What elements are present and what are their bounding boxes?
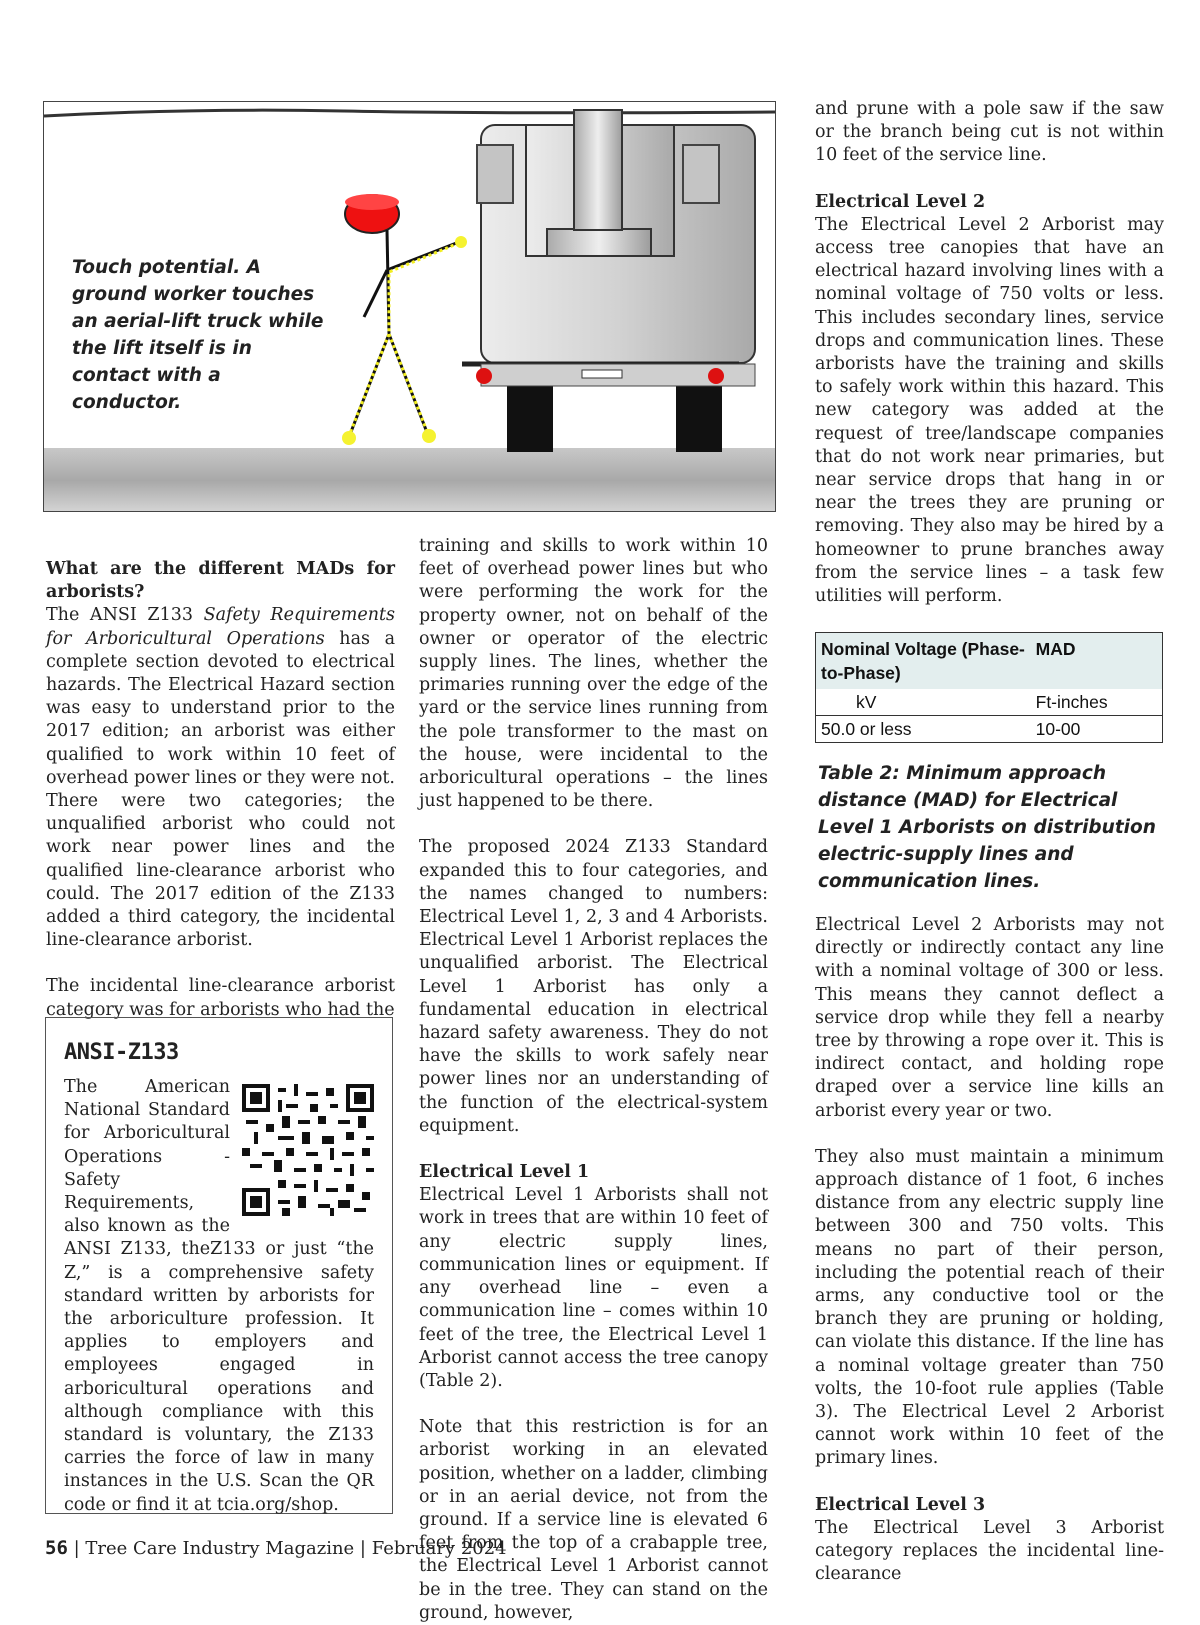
truck-wheel-right (676, 382, 722, 452)
paragraph: The incidental line-clearance arborist category was for arborists who had the (46, 976, 395, 1020)
unit-ft-inches: Ft-inches (1031, 689, 1163, 716)
power-line (44, 110, 776, 116)
truck-window-right (683, 145, 719, 203)
column-2 (419, 535, 768, 1625)
tail-light-left (476, 368, 492, 384)
paragraph: They also must maintain a minimum approach distance of 1 foot, 6 inches distance from any electric supply line between 300 and 750 volts. This means no part of their person, including the potential reach of their arms, any conductive tool or the branch they are pruning or holding, can violate this distance. If the line has a nominal voltage greater than 750 volts, the 10-foot rule applies (Table 3). The Electrical Level 2 Arborist cannot work within 10 feet of the primary lines. (815, 1146, 1164, 1469)
tail-light-right (708, 368, 724, 384)
boom-base (547, 229, 651, 256)
section-heading-level-2: Electrical Level 2 (815, 191, 986, 212)
current-path (342, 236, 467, 445)
section-heading-level-1: Electrical Level 1 (419, 1162, 590, 1183)
table-header-row (816, 633, 1163, 690)
cell-voltage: 50.0 or less (816, 716, 1031, 743)
paragraph: training and skills to work within 10 feet of overhead power lines but who were performing the work for the property owner, not on behalf of the owner or operator of the electric supply lines. The lines, whether the primaries running over the edge of the yard or the service lines running from the pole transformer to the mast on the house, were incidental to the arboricultural operations – the lines just happened to be there. (419, 536, 768, 812)
footer-text: | Tree Care Industry Magazine | February 2024 (67, 1538, 507, 1559)
sidebar-text: The American National Standard for Arboricultural Operations - Safety Requirements, also known as the ANSI Z133, theZ133 or just “the Z,” is a comprehensive safety standard written by arborists for the arboriculture profession. It applies to employers and employees engaged in arboricultural operations and although compliance with this standard is voluntary, the Z133 carries the force of law in many instances in the U.S. Scan the QR code or find it at tcia.org/shop. (64, 1077, 374, 1515)
sidebar-title: ANSI-Z133 (64, 1040, 179, 1065)
table-row (816, 716, 1163, 743)
cell-mad: 10-00 (1031, 716, 1163, 743)
paragraph: The ANSI Z133 Safety Requirements for Arboricultural Operations has a complete section devoted to electrical hazards. The Electrical Hazard section was easy to understand prior to the 2017 edition; an arborist was either qualified to work within 10 feet of overhead power lines or they were not. There were two categories; the unqualified arborist who could not work near power lines and the qualified line-clearance arborist who could. The 2017 edition of the Z133 added a third category, the incidental line-clearance arborist. (46, 605, 396, 951)
paragraph: Electrical Level 1 Arborists shall not work in trees that are within 10 feet of any electric supply lines, communication lines or equipment. If any overhead line – even a communication line – comes within 10 feet of the tree, the Electrical Level 1 Arborist cannot access the tree canopy (Table 2). (419, 1185, 768, 1391)
page-number: 56 (45, 1537, 68, 1559)
mad-table (815, 632, 1163, 743)
ground (44, 448, 776, 512)
aerial-boom (574, 110, 622, 230)
paragraph: and prune with a pole saw if the saw or the branch being cut is not within 10 feet of the service line. (815, 99, 1164, 166)
paragraph: The Electrical Level 2 Arborist may access tree canopies that have an electrical hazard involving lines with a nominal voltage of 750 volts or less. This includes secondary lines, service drops and communication lines. These arborists have the training and skills to safely work within this hazard. This new category was added at the request of tree/landscape companies that do not work near primaries, but near service drops that hang in or near the trees they are pruning or removing. They also may be hired by a homeowner to prune branches away from the service lines – a task few utilities will perform. (815, 214, 1164, 607)
paragraph: The proposed 2024 Z133 Standard expanded this to four categories, and the names changed to numbers: Electrical Level 1, 2, 3 and 4 Arborists. Electrical Level 1 Arborist replaces the unqualified arborist. The Electrical Level 1 Arborist has only a fundamental education in electrical hazard safety awareness. They do not have the skills to work safely near power lines nor an understanding of the function of the electrical-system equipment. (419, 837, 768, 1136)
illustration-caption: Touch potential. A ground worker touches an aerial-lift truck while the lift itself is in contact with a conductor. (72, 257, 324, 413)
truck-window-left (477, 145, 513, 203)
ground-worker (345, 194, 459, 437)
section-heading-level-3: Electrical Level 3 (815, 1494, 986, 1515)
column-3-top (815, 98, 1164, 608)
qr-code[interactable] (242, 1084, 374, 1216)
header-nominal-voltage: Nominal Voltage (Phase-to-Phase) (816, 633, 1031, 690)
table-caption: Table 2: Minimum approach distance (MAD) for Electrical Level 1 Arborists on distribution electric-supply lines and communication lines. (818, 763, 1156, 892)
ansi-z133-sidebar (45, 1017, 393, 1514)
touch-potential-illustration (43, 101, 776, 512)
sidebar-body (64, 1076, 374, 1517)
paragraph: Note that this restriction is for an arborist working in an elevated position, whether on a ladder, climbing or in an aerial device, not from the ground. If a service line is elevated 6 feet from the top of a crabapple tree, the Electrical Level 1 Arborist cannot be in the tree. They can stand on the ground, however, (419, 1417, 768, 1623)
section-heading-mads: What are the different MADs for arborists? (46, 559, 395, 603)
table-units-row (816, 689, 1163, 716)
license-plate (582, 370, 622, 378)
column-1 (46, 558, 395, 1022)
header-mad: MAD (1031, 633, 1163, 690)
unit-kv: kV (816, 689, 1031, 716)
column-3-bottom (815, 914, 1164, 1586)
page-footer (45, 1537, 507, 1559)
paragraph: Electrical Level 2 Arborists may not directly or indirectly contact any line with a nominal voltage of 300 or less. This means they cannot deflect a service drop while they fell a nearby tree by throwing a rope over it. This is indirect contact, and holding rope draped over a service line kills an arborist every year or two. (815, 915, 1164, 1121)
truck-wheel-left (507, 382, 553, 452)
paragraph: The Electrical Level 3 Arborist category replaces the incidental line-clearance (815, 1517, 1164, 1585)
